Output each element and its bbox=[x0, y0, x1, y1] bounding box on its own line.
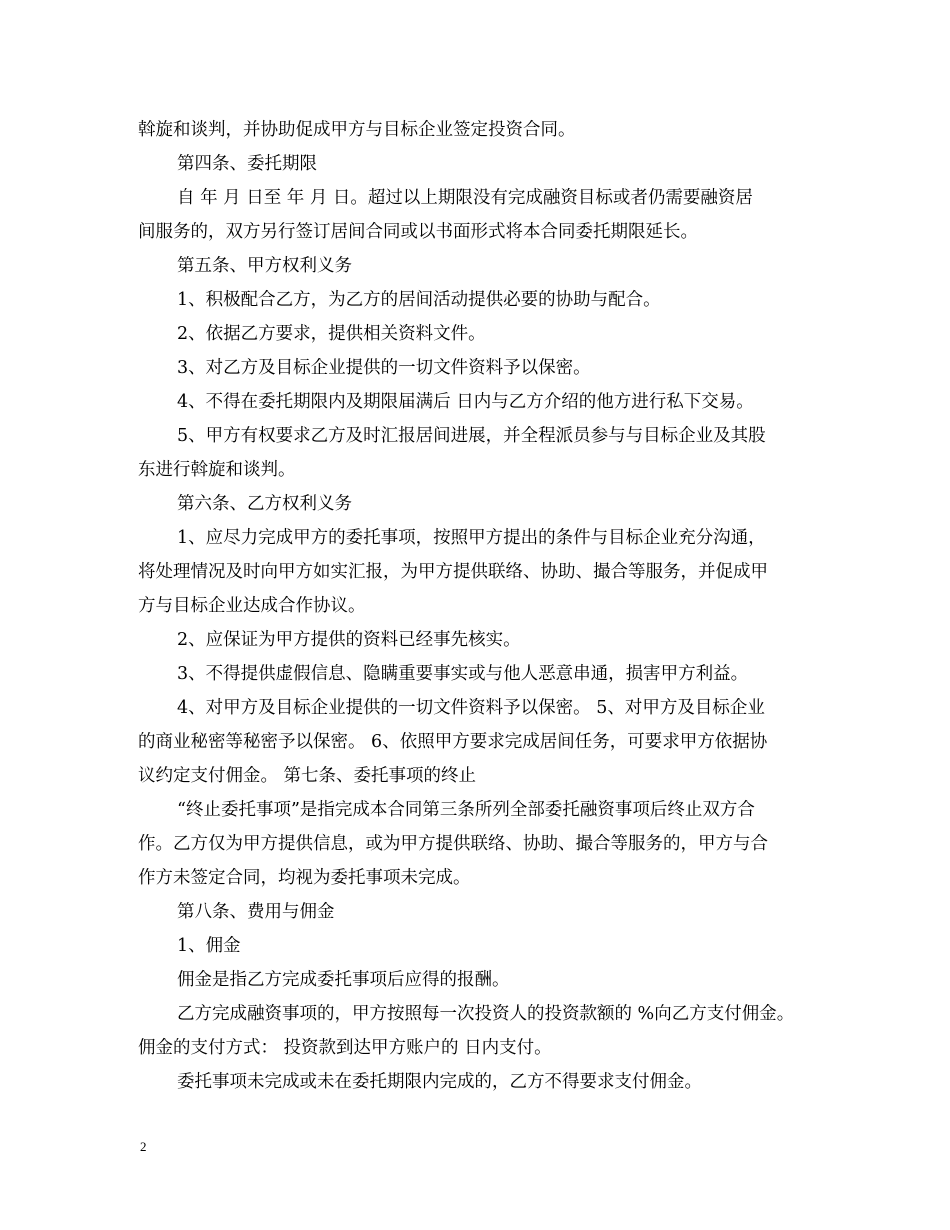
text-line: 间服务的，双方另行签订居间合同或以书面形式将本合同委托期限延长。 bbox=[138, 222, 698, 242]
text-line: 2、应保证为甲方提供的资料已经事先核实。 bbox=[177, 630, 521, 650]
text-line: 乙方完成融资事项的，甲方按照每一次投资人的投资款额的 %向乙方支付佣金。 bbox=[177, 1004, 795, 1024]
text-line: 方与目标企业达成合作协议。 bbox=[138, 596, 366, 616]
text-line: 佣金的支付方式： 投资款到达甲方账户的 日内支付。 bbox=[138, 1038, 552, 1058]
text-line: 4、不得在委托期限内及期限届满后 日内与乙方介绍的他方进行私下交易。 bbox=[177, 392, 754, 412]
text-line: 4、对甲方及目标企业提供的一切文件资料予以保密。 5、对甲方及目标企业 bbox=[177, 698, 765, 718]
text-line: “终止委托事项”是指完成本合同第三条所列全部委托融资事项后终止双方合 bbox=[177, 800, 755, 820]
text-line: 1、积极配合乙方，为乙方的居间活动提供必要的协助与配合。 bbox=[177, 290, 661, 310]
text-line: 3、对乙方及目标企业提供的一切文件资料予以保密。 bbox=[177, 358, 591, 378]
section-heading: 第六条、乙方权利义务 bbox=[177, 494, 352, 514]
text-line: 1、佣金 bbox=[177, 936, 241, 956]
section-heading: 第四条、委托期限 bbox=[177, 154, 317, 174]
text-line: 5、甲方有权要求乙方及时汇报居间进展，并全程派员参与与目标企业及其股 bbox=[177, 426, 766, 446]
section-heading: 第五条、甲方权利义务 bbox=[177, 256, 352, 276]
text-line: 佣金是指乙方完成委托事项后应得的报酬。 bbox=[177, 970, 510, 990]
text-line: 委托事项未完成或未在委托期限内完成的，乙方不得要求支付佣金。 bbox=[177, 1072, 702, 1092]
page-number: 2 bbox=[140, 1139, 147, 1154]
text-line: 议约定支付佣金。 第七条、委托事项的终止 bbox=[138, 766, 477, 786]
text-line: 自 年 月 日至 年 月 日。超过以上期限没有完成融资目标或者仍需要融资居 bbox=[177, 188, 753, 208]
text-line: 1、应尽力完成甲方的委托事项，按照甲方提出的条件与目标企业充分沟通， bbox=[177, 528, 766, 548]
text-line: 斡旋和谈判，并协助促成甲方与目标企业签定投资合同。 bbox=[138, 120, 576, 140]
text-line: 作。乙方仅为甲方提供信息，或为甲方提供联络、协助、撮合等服务的，甲方与合 bbox=[138, 834, 768, 854]
text-line: 2、依据乙方要求，提供相关资料文件。 bbox=[177, 324, 486, 344]
text-line: 将处理情况及时向甲方如实汇报，为甲方提供联络、协助、撮合等服务，并促成甲 bbox=[138, 562, 768, 582]
text-line: 的商业秘密等秘密予以保密。 6、依照甲方要求完成居间任务，可要求甲方依据协 bbox=[138, 732, 768, 752]
section-heading: 第八条、费用与佣金 bbox=[177, 902, 335, 922]
text-line: 3、不得提供虚假信息、隐瞒重要事实或与他人恶意串通，损害甲方利益。 bbox=[177, 664, 749, 684]
text-line: 作方未签定合同，均视为委托事项未完成。 bbox=[138, 868, 471, 888]
text-line: 东进行斡旋和谈判。 bbox=[138, 460, 296, 480]
